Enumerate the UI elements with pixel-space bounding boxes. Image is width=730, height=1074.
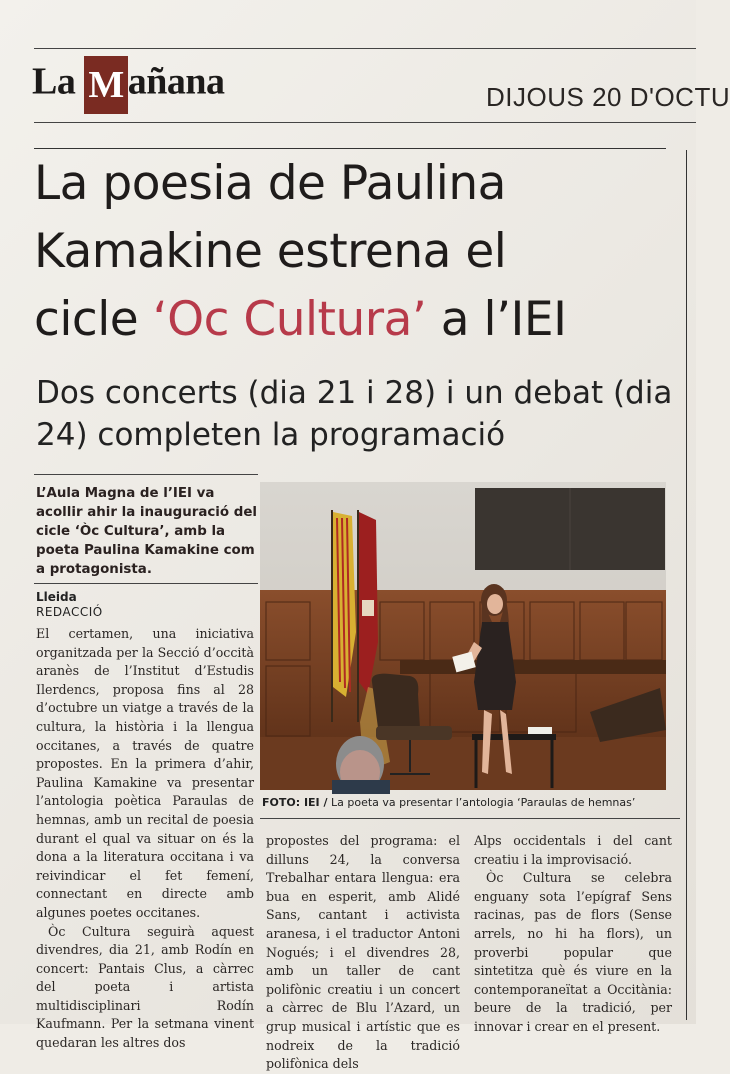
photo-caption [262,796,682,809]
headline-line-2: Kamakine estrena el [34,224,507,279]
article-headline [34,150,674,354]
body-paragraph: Òc Cultura se celebra enguany sota l’epígraf Sens racinas, pas de flors (Sense arrels, no hi ha flors), un proverbi popular que sintetitza què és viure en la contemporaneïtat a Occitània: beure de la tradició, per innovar i crear en el present. [474,870,672,1034]
body-column-3 [474,832,672,1037]
photo-credit: FOTO: IEI / [262,796,328,809]
armchair-left [372,674,420,728]
headline-line-3 [34,286,674,354]
photo-illustration [260,482,666,790]
headline-highlight: ‘Oc Cultura’ [152,292,427,347]
logo-box: M [84,56,127,114]
column-divider [686,150,687,1020]
article-location: Lleida [36,590,77,604]
logo-prefix: La [32,60,85,103]
body-column-2 [266,832,460,1074]
body-paragraph: El certamen, una iniciativa organitzada per la Secció d’occità aranès de l’Institut d’Estudis Ilerdencs, proposa fins al 28 d’octubre un viatge a través de la cultura, la història i la llengua occitanes, a través de quatre propostes. En la primera d’ahir, Paulina Kamakine va presentar l’antologia poètica Paraulas de hemnas, amb un recital de poesia durant el qual va situar on és la dona a la literatura occitana i va reivindicar el fet femení, connectant en directe amb algunes poetes occitanes. [36,626,254,920]
headline-line-1: La poesia de Paulina [34,156,506,211]
article-byline: REDACCIÓ [36,605,103,619]
floor [260,737,666,790]
article-photo [260,482,666,790]
body-column-1 [36,625,254,1053]
issue-date: DIJOUS 20 D'OCTU [486,82,730,112]
headline-rule [34,148,666,149]
stage-table [400,660,666,674]
headline-line-3-post: a l’IEI [426,292,567,347]
article-lead: L’Aula Magna de l’IEI va acollir ahir la inauguració del cicle ‘Òc Cultura’, amb la poeta Paulina Kamakine com a protagonista. [36,486,258,577]
headline-line-3-pre: cicle [34,292,153,347]
body-paragraph: propostes del programa: el dilluns 24, la conversa Trebalhar entara llengua: era bua en esperit, amb Alidé Sans, cantant i activista aranesa, i el traductor Antoni Nogués; i el divendres 28, amb un taller de cant polifònic creatiu i un concert a càrrec de Blu l’Azard, un grup musical i artístic que es nodreix de la tradició polifònica dels [266,833,460,1072]
photo-caption-text: La poeta va presentar l’antologia ‘Paraulas de hemnas’ [327,796,636,809]
masthead-top-rule [34,48,696,49]
lead-rule [34,474,258,475]
body-paragraph: Òc Cultura seguirà aquest divendres, dia 21, amb Rodín en concert: Pantais Clus, a càrrec del poeta i artista multidisciplinari Rodín Kaufmann. Per la setmana vinent quedaran les altres dos [36,923,254,1051]
newspaper-logo [32,56,225,114]
byline-rule [34,583,258,584]
body-paragraph: Alps occidentals i del cant creatiu i la improvisació. [474,833,672,867]
logo-suffix: añana [127,60,225,103]
caption-rule [260,818,680,819]
article-subheadline: Dos concerts (dia 21 i 28) i un debat (dia 24) completen la programació [36,375,673,453]
masthead-bottom-rule [34,122,696,123]
